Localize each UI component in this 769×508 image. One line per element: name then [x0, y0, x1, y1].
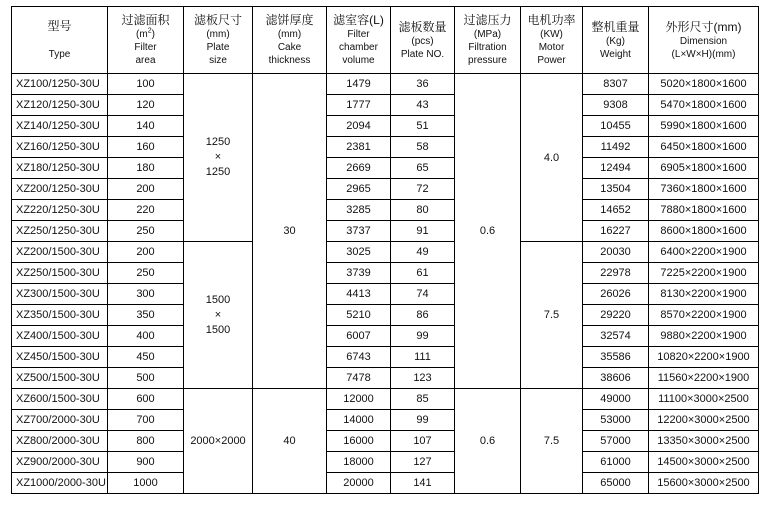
header-weight-en: Weight [600, 48, 631, 60]
cell-dimension: 7880×1800×1600 [649, 200, 759, 221]
cell-plates: 99 [391, 410, 455, 431]
header-pressure [455, 7, 521, 74]
cell-weight: 61000 [583, 452, 649, 473]
cell-dimension: 8570×2200×1900 [649, 305, 759, 326]
cell-volume: 2094 [327, 116, 391, 137]
cell-volume: 4413 [327, 284, 391, 305]
cell-plates: 80 [391, 200, 455, 221]
header-motor-unit: (KW) [540, 29, 563, 40]
cell-type: XZ120/1250-30U [12, 95, 108, 116]
cell-type: XZ500/1500-30U [12, 368, 108, 389]
header-type-en: Type [48, 49, 71, 60]
cell-plates: 86 [391, 305, 455, 326]
cell-type: XZ600/1500-30U [12, 389, 108, 410]
cell-weight: 20030 [583, 242, 649, 263]
cell-weight: 57000 [583, 431, 649, 452]
cell-dimension: 5470×1800×1600 [649, 95, 759, 116]
cell-pressure-bottom: 0.6 [455, 389, 521, 494]
cell-volume: 12000 [327, 389, 391, 410]
cell-plate-size-1500: 1500 × 1500 [184, 242, 253, 389]
cell-area: 400 [108, 326, 184, 347]
cell-type: XZ250/1250-30U [12, 221, 108, 242]
header-area-unit: $(m^2)$ [136, 27, 155, 40]
cell-plates: 65 [391, 158, 455, 179]
cell-plates: 61 [391, 263, 455, 284]
cell-volume: 5210 [327, 305, 391, 326]
table-row [12, 410, 759, 431]
header-weight-unit: (Kg) [606, 35, 625, 47]
cell-area: 160 [108, 137, 184, 158]
cell-plates: 51 [391, 116, 455, 137]
cell-plates: 91 [391, 221, 455, 242]
cell-area: 250 [108, 221, 184, 242]
header-volume [327, 7, 391, 74]
table-row [12, 74, 759, 95]
cell-plates: 107 [391, 431, 455, 452]
cell-volume: 20000 [327, 473, 391, 494]
header-dimension-en1: Dimension [679, 35, 728, 47]
cell-type: XZ140/1250-30U [12, 116, 108, 137]
table-row [12, 200, 759, 221]
cell-weight: 35586 [583, 347, 649, 368]
cell-plate-size-2000: 2000×2000 [184, 389, 253, 494]
cell-area: 100 [108, 74, 184, 95]
cell-plates: 127 [391, 452, 455, 473]
cell-volume: 1777 [327, 95, 391, 116]
cell-type: XZ180/1250-30U [12, 158, 108, 179]
cell-weight: 26026 [583, 284, 649, 305]
cell-area: 450 [108, 347, 184, 368]
header-pressure-en1: Filtration [468, 42, 507, 53]
cell-plate-size-1250: 1250 × 1250 [184, 74, 253, 242]
cell-dimension: 7225×2200×1900 [649, 263, 759, 284]
header-plates [391, 7, 455, 74]
cell-area: 300 [108, 284, 184, 305]
cell-weight: 10455 [583, 116, 649, 137]
cell-area: 1000 [108, 473, 184, 494]
cell-weight: 12494 [583, 158, 649, 179]
header-plate-en2: size [209, 55, 227, 66]
header-weight [583, 7, 649, 74]
cell-volume: 1479 [327, 74, 391, 95]
cell-dimension: 10820×2200×1900 [649, 347, 759, 368]
header-plate [184, 7, 253, 74]
cell-area: 600 [108, 389, 184, 410]
cell-type: XZ200/1500-30U [12, 242, 108, 263]
cell-volume: 3737 [327, 221, 391, 242]
cell-area: 500 [108, 368, 184, 389]
table-row [12, 116, 759, 137]
cell-area: 140 [108, 116, 184, 137]
table-row [12, 263, 759, 284]
header-pressure-en2: pressure [468, 55, 507, 66]
cell-type: XZ100/1250-30U [12, 74, 108, 95]
cell-area: 120 [108, 95, 184, 116]
cell-volume: 3285 [327, 200, 391, 221]
table-row [12, 305, 759, 326]
cell-plates: 43 [391, 95, 455, 116]
cell-type: XZ400/1500-30U [12, 326, 108, 347]
cell-volume: 18000 [327, 452, 391, 473]
header-dimension-en2: (L×W×H)(mm) [671, 48, 736, 60]
cell-weight: 13504 [583, 179, 649, 200]
cell-dimension: 11100×3000×2500 [649, 389, 759, 410]
cell-type: XZ250/1500-30U [12, 263, 108, 284]
cell-volume: 2965 [327, 179, 391, 200]
cell-area: 700 [108, 410, 184, 431]
cell-dimension: 8130×2200×1900 [649, 284, 759, 305]
cell-plates: 123 [391, 368, 455, 389]
cell-area: 250 [108, 263, 184, 284]
cell-volume: 2381 [327, 137, 391, 158]
cell-weight: 38606 [583, 368, 649, 389]
cell-dimension: 14500×3000×2500 [649, 452, 759, 473]
header-area-zh: 过滤面积 [121, 13, 170, 27]
header-cake [253, 7, 327, 74]
cell-area: 220 [108, 200, 184, 221]
cell-plates: 58 [391, 137, 455, 158]
filter-press-spec-table [11, 6, 759, 494]
cell-cake-thickness-30: 30 [253, 74, 327, 389]
header-volume-en1: Filter [347, 29, 370, 40]
cell-weight: 11492 [583, 137, 649, 158]
header-cake-en2: thickness [268, 55, 311, 66]
cell-weight: 22978 [583, 263, 649, 284]
cell-dimension: 6905×1800×1600 [649, 158, 759, 179]
table-row [12, 431, 759, 452]
header-area-en2: area [135, 55, 156, 66]
header-motor [521, 7, 583, 74]
cell-area: 800 [108, 431, 184, 452]
cell-dimension: 15600×3000×2500 [649, 473, 759, 494]
cell-type: XZ350/1500-30U [12, 305, 108, 326]
cell-dimension: 7360×1800×1600 [649, 179, 759, 200]
header-dimension [649, 7, 759, 74]
cell-volume: 3739 [327, 263, 391, 284]
header-motor-zh: 电机功率 [527, 13, 576, 27]
cell-type: XZ900/2000-30U [12, 452, 108, 473]
header-plate-en1: Plate [206, 42, 230, 53]
header-type [12, 7, 108, 74]
cell-volume: 16000 [327, 431, 391, 452]
header-row [12, 7, 759, 74]
cell-dimension: 6400×2200×1900 [649, 242, 759, 263]
cell-area: 200 [108, 242, 184, 263]
cell-type: XZ800/2000-30U [12, 431, 108, 452]
cell-type: XZ160/1250-30U [12, 137, 108, 158]
cell-dimension: 11560×2200×1900 [649, 368, 759, 389]
cell-motor-1500: 7.5 [521, 242, 583, 389]
cell-weight: 14652 [583, 200, 649, 221]
header-area-en1: Filter [134, 42, 157, 53]
table-row [12, 347, 759, 368]
cell-weight: 16227 [583, 221, 649, 242]
cell-plates: 111 [391, 347, 455, 368]
table-row [12, 284, 759, 305]
cell-plates: 99 [391, 326, 455, 347]
header-plates-unit: (pcs) [411, 35, 434, 47]
cell-area: 180 [108, 158, 184, 179]
table-row [12, 242, 759, 263]
cell-volume: 7478 [327, 368, 391, 389]
cell-volume: 6743 [327, 347, 391, 368]
cell-pressure-top: 0.6 [455, 74, 521, 389]
header-volume-zh: 滤室容(L) [333, 13, 384, 27]
cell-dimension: 13350×3000×2500 [649, 431, 759, 452]
table-row [12, 473, 759, 494]
table-row [12, 221, 759, 242]
cell-plates: 74 [391, 284, 455, 305]
table-row [12, 389, 759, 410]
table-row [12, 158, 759, 179]
cell-volume: 14000 [327, 410, 391, 431]
header-area [108, 7, 184, 74]
cell-area: 350 [108, 305, 184, 326]
cell-type: XZ300/1500-30U [12, 284, 108, 305]
cell-weight: 8307 [583, 74, 649, 95]
cell-type: XZ200/1250-30U [12, 179, 108, 200]
cell-plates: 36 [391, 74, 455, 95]
cell-dimension: 12200×3000×2500 [649, 410, 759, 431]
header-volume-en2: chamber [339, 42, 378, 53]
header-motor-en2: Power [537, 55, 566, 66]
table-row [12, 368, 759, 389]
cell-motor-1250: 4.0 [521, 74, 583, 242]
header-cake-unit: (mm) [277, 29, 302, 40]
header-plates-en: Plate NO. [400, 48, 445, 60]
cell-area: 900 [108, 452, 184, 473]
header-weight-zh: 整机重量 [591, 19, 640, 34]
cell-weight: 32574 [583, 326, 649, 347]
cell-volume: 6007 [327, 326, 391, 347]
cell-weight: 9308 [583, 95, 649, 116]
cell-motor-2000: 7.5 [521, 389, 583, 494]
header-cake-zh: 滤饼厚度 [265, 13, 314, 27]
cell-type: XZ220/1250-30U [12, 200, 108, 221]
cell-area: 200 [108, 179, 184, 200]
header-cake-en1: Cake [277, 42, 302, 53]
header-pressure-zh: 过滤压力 [463, 13, 512, 27]
cell-type: XZ450/1500-30U [12, 347, 108, 368]
cell-dimension: 5990×1800×1600 [649, 116, 759, 137]
table-row [12, 179, 759, 200]
header-plate-zh: 滤板尺寸 [193, 13, 242, 27]
header-motor-en1: Motor [538, 42, 565, 53]
cell-plates: 85 [391, 389, 455, 410]
header-pressure-unit: (MPa) [473, 29, 502, 40]
cell-cake-thickness-40: 40 [253, 389, 327, 494]
cell-volume: 2669 [327, 158, 391, 179]
cell-dimension: 9880×2200×1900 [649, 326, 759, 347]
header-volume-en3: volume [342, 55, 375, 66]
header-plate-unit: (mm) [206, 29, 230, 40]
header-dimension-zh: 外形尺寸(mm) [665, 19, 742, 34]
cell-plates: 49 [391, 242, 455, 263]
cell-type: XZ700/2000-30U [12, 410, 108, 431]
header-type-zh: 型号 [47, 19, 72, 33]
cell-plates: 72 [391, 179, 455, 200]
cell-plates: 141 [391, 473, 455, 494]
table-row [12, 326, 759, 347]
cell-weight: 65000 [583, 473, 649, 494]
cell-weight: 29220 [583, 305, 649, 326]
cell-dimension: 5020×1800×1600 [649, 74, 759, 95]
cell-volume: 3025 [327, 242, 391, 263]
table-row [12, 137, 759, 158]
cell-weight: 49000 [583, 389, 649, 410]
header-plates-zh: 滤板数量 [398, 19, 447, 34]
cell-dimension: 8600×1800×1600 [649, 221, 759, 242]
table-row [12, 452, 759, 473]
cell-weight: 53000 [583, 410, 649, 431]
cell-dimension: 6450×1800×1600 [649, 137, 759, 158]
table-row [12, 95, 759, 116]
cell-type: XZ1000/2000-30U [12, 473, 108, 494]
